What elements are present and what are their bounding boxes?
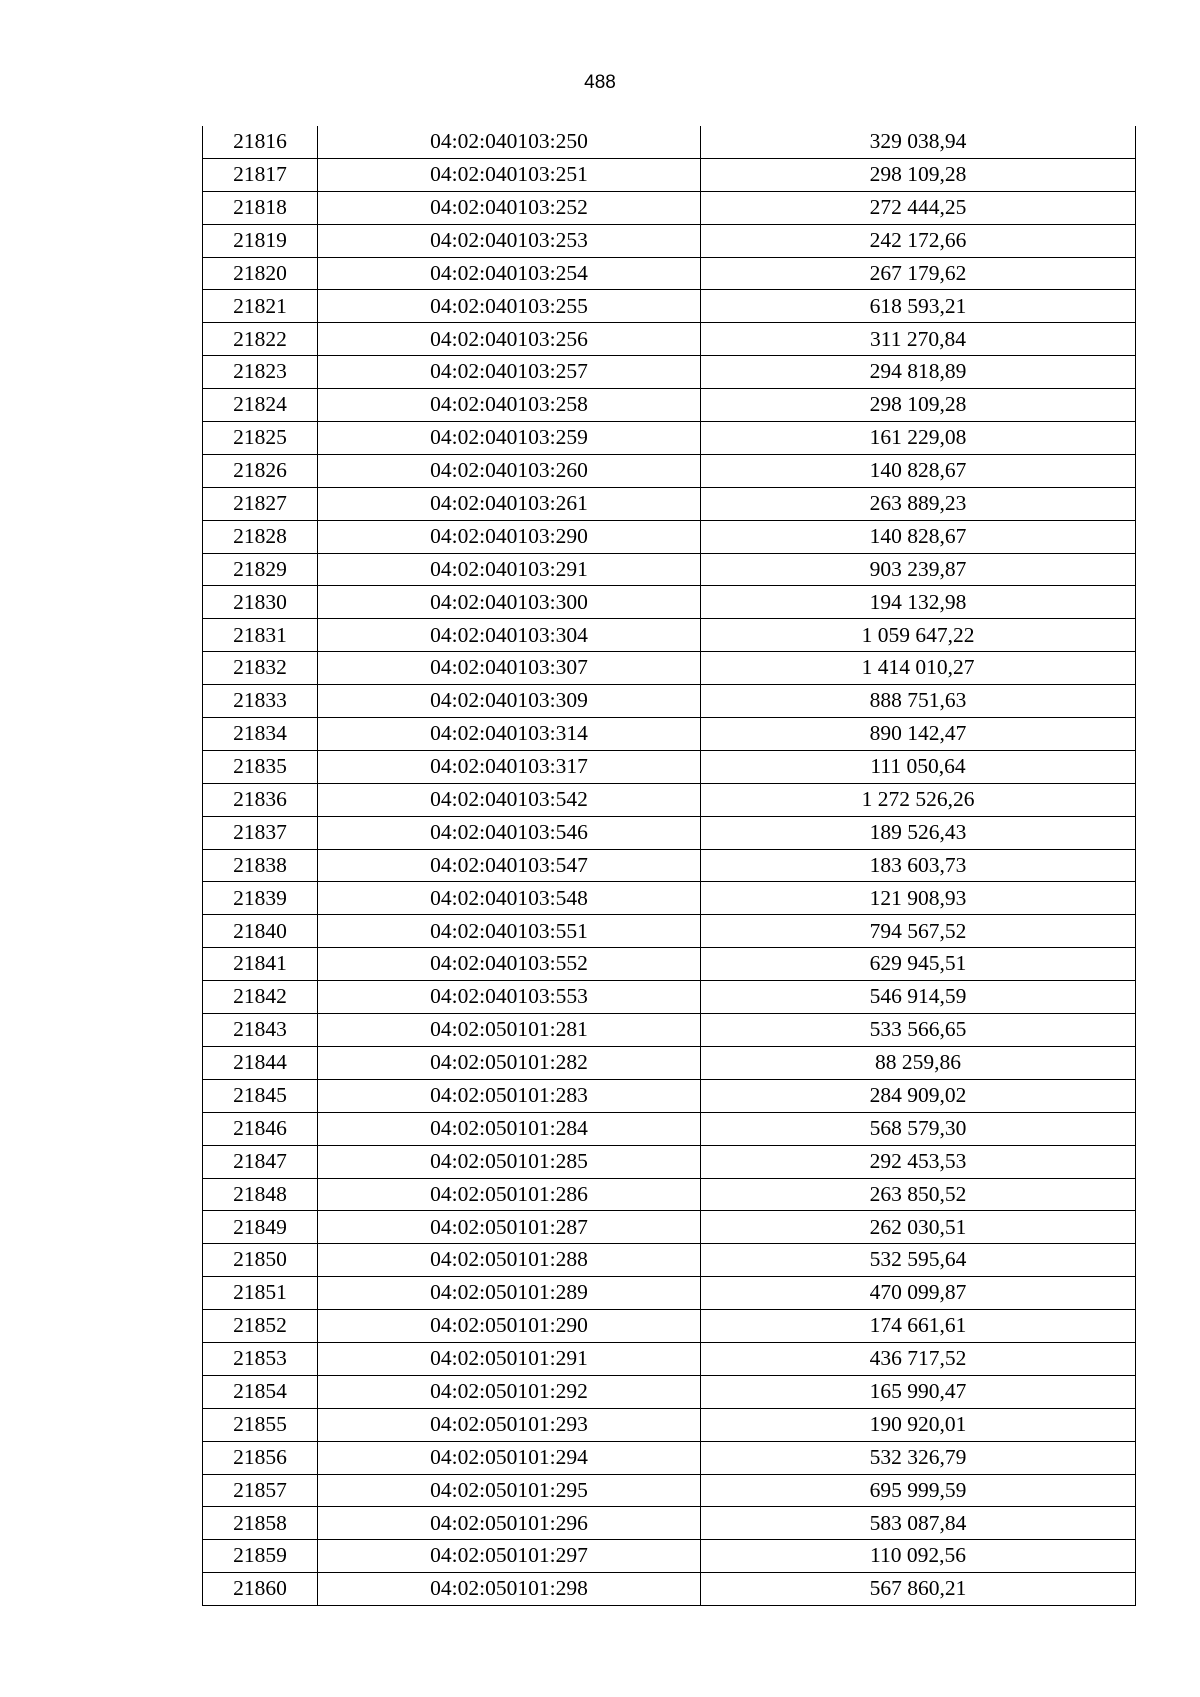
row-number-cell: 21845 xyxy=(203,1079,318,1112)
table-row xyxy=(203,224,1136,257)
cadastral-value-cell: 284 909,02 xyxy=(701,1079,1136,1112)
table-row xyxy=(203,422,1136,455)
cadastral-value-cell: 267 179,62 xyxy=(701,257,1136,290)
cadastral-value-cell: 329 038,94 xyxy=(701,126,1136,158)
row-number-cell: 21851 xyxy=(203,1277,318,1310)
row-number-cell: 21849 xyxy=(203,1211,318,1244)
row-number-cell: 21838 xyxy=(203,849,318,882)
table-row xyxy=(203,1408,1136,1441)
cadastral-number-cell: 04:02:050101:281 xyxy=(318,1014,701,1047)
cadastral-value-cell: 903 239,87 xyxy=(701,553,1136,586)
cadastral-number-cell: 04:02:040103:257 xyxy=(318,356,701,389)
table-row xyxy=(203,487,1136,520)
row-number-cell: 21829 xyxy=(203,553,318,586)
row-number-cell: 21858 xyxy=(203,1507,318,1540)
row-number-cell: 21830 xyxy=(203,586,318,619)
cadastral-value-cell: 470 099,87 xyxy=(701,1277,1136,1310)
table-row xyxy=(203,290,1136,323)
cadastral-number-cell: 04:02:050101:287 xyxy=(318,1211,701,1244)
cadastral-number-cell: 04:02:050101:292 xyxy=(318,1375,701,1408)
table-row xyxy=(203,948,1136,981)
cadastral-number-cell: 04:02:040103:250 xyxy=(318,126,701,158)
table-row xyxy=(203,1014,1136,1047)
cadastral-number-cell: 04:02:040103:542 xyxy=(318,783,701,816)
cadastral-value-cell: 110 092,56 xyxy=(701,1540,1136,1573)
row-number-cell: 21841 xyxy=(203,948,318,981)
table-row xyxy=(203,816,1136,849)
cadastral-value-cell: 242 172,66 xyxy=(701,224,1136,257)
cadastral-number-cell: 04:02:040103:258 xyxy=(318,389,701,422)
row-number-cell: 21857 xyxy=(203,1474,318,1507)
cadastral-number-cell: 04:02:050101:286 xyxy=(318,1178,701,1211)
cadastral-number-cell: 04:02:040103:553 xyxy=(318,981,701,1014)
table-row xyxy=(203,1046,1136,1079)
row-number-cell: 21854 xyxy=(203,1375,318,1408)
cadastral-number-cell: 04:02:040103:546 xyxy=(318,816,701,849)
cadastral-number-cell: 04:02:040103:552 xyxy=(318,948,701,981)
cadastral-value-cell: 567 860,21 xyxy=(701,1573,1136,1606)
table-row xyxy=(203,553,1136,586)
cadastral-value-cell: 533 566,65 xyxy=(701,1014,1136,1047)
table-row xyxy=(203,1474,1136,1507)
cadastral-number-cell: 04:02:040103:547 xyxy=(318,849,701,882)
cadastral-value-cell: 1 272 526,26 xyxy=(701,783,1136,816)
cadastral-number-cell: 04:02:050101:293 xyxy=(318,1408,701,1441)
cadastral-value-cell: 263 850,52 xyxy=(701,1178,1136,1211)
cadastral-number-cell: 04:02:040103:255 xyxy=(318,290,701,323)
cadastral-value-cell: 194 132,98 xyxy=(701,586,1136,619)
table-row xyxy=(203,981,1136,1014)
table-row xyxy=(203,520,1136,553)
table-row xyxy=(203,1342,1136,1375)
table-row xyxy=(203,257,1136,290)
cadastral-number-cell: 04:02:050101:295 xyxy=(318,1474,701,1507)
row-number-cell: 21847 xyxy=(203,1145,318,1178)
row-number-cell: 21818 xyxy=(203,191,318,224)
row-number-cell: 21817 xyxy=(203,158,318,191)
row-number-cell: 21835 xyxy=(203,750,318,783)
cadastral-value-cell: 568 579,30 xyxy=(701,1112,1136,1145)
cadastral-number-cell: 04:02:040103:256 xyxy=(318,323,701,356)
cadastral-value-cell: 165 990,47 xyxy=(701,1375,1136,1408)
cadastral-number-cell: 04:02:040103:307 xyxy=(318,652,701,685)
cadastral-value-cell: 695 999,59 xyxy=(701,1474,1136,1507)
cadastral-number-cell: 04:02:050101:291 xyxy=(318,1342,701,1375)
cadastral-value-cell: 121 908,93 xyxy=(701,882,1136,915)
cadastral-number-cell: 04:02:040103:291 xyxy=(318,553,701,586)
row-number-cell: 21825 xyxy=(203,422,318,455)
cadastral-value-cell: 262 030,51 xyxy=(701,1211,1136,1244)
row-number-cell: 21837 xyxy=(203,816,318,849)
table-row xyxy=(203,1310,1136,1343)
cadastral-value-cell: 294 818,89 xyxy=(701,356,1136,389)
row-number-cell: 21826 xyxy=(203,454,318,487)
row-number-cell: 21819 xyxy=(203,224,318,257)
table-row xyxy=(203,1277,1136,1310)
cadastral-value-cell: 583 087,84 xyxy=(701,1507,1136,1540)
cadastral-number-cell: 04:02:040103:548 xyxy=(318,882,701,915)
table-row xyxy=(203,1244,1136,1277)
cadastral-number-cell: 04:02:050101:289 xyxy=(318,1277,701,1310)
row-number-cell: 21856 xyxy=(203,1441,318,1474)
table-row xyxy=(203,323,1136,356)
cadastral-value-cell: 111 050,64 xyxy=(701,750,1136,783)
row-number-cell: 21821 xyxy=(203,290,318,323)
cadastral-value-cell: 298 109,28 xyxy=(701,389,1136,422)
row-number-cell: 21824 xyxy=(203,389,318,422)
cadastral-value-cell: 618 593,21 xyxy=(701,290,1136,323)
row-number-cell: 21831 xyxy=(203,619,318,652)
row-number-cell: 21859 xyxy=(203,1540,318,1573)
table-body xyxy=(203,126,1136,1606)
row-number-cell: 21850 xyxy=(203,1244,318,1277)
cadastral-value-cell: 436 717,52 xyxy=(701,1342,1136,1375)
cadastral-number-cell: 04:02:050101:283 xyxy=(318,1079,701,1112)
cadastral-value-cell: 189 526,43 xyxy=(701,816,1136,849)
cadastral-value-cell: 532 595,64 xyxy=(701,1244,1136,1277)
row-number-cell: 21832 xyxy=(203,652,318,685)
cadastral-value-cell: 794 567,52 xyxy=(701,915,1136,948)
cadastral-number-cell: 04:02:040103:259 xyxy=(318,422,701,455)
page-number: 488 xyxy=(584,72,616,93)
cadastral-number-cell: 04:02:040103:261 xyxy=(318,487,701,520)
cadastral-value-cell: 629 945,51 xyxy=(701,948,1136,981)
cadastral-number-cell: 04:02:040103:252 xyxy=(318,191,701,224)
table-row xyxy=(203,356,1136,389)
cadastral-value-cell: 311 270,84 xyxy=(701,323,1136,356)
table-row xyxy=(203,158,1136,191)
row-number-cell: 21840 xyxy=(203,915,318,948)
cadastral-value-cell: 272 444,25 xyxy=(701,191,1136,224)
cadastral-number-cell: 04:02:040103:317 xyxy=(318,750,701,783)
cadastral-number-cell: 04:02:050101:288 xyxy=(318,1244,701,1277)
row-number-cell: 21839 xyxy=(203,882,318,915)
cadastral-value-cell: 183 603,73 xyxy=(701,849,1136,882)
cadastral-number-cell: 04:02:040103:254 xyxy=(318,257,701,290)
table-row xyxy=(203,685,1136,718)
table-row xyxy=(203,586,1136,619)
cadastral-value-cell: 1 414 010,27 xyxy=(701,652,1136,685)
cadastral-value-cell: 890 142,47 xyxy=(701,718,1136,751)
table-row xyxy=(203,1573,1136,1606)
row-number-cell: 21855 xyxy=(203,1408,318,1441)
table-row xyxy=(203,882,1136,915)
cadastral-value-cell: 140 828,67 xyxy=(701,454,1136,487)
cadastral-value-cell: 1 059 647,22 xyxy=(701,619,1136,652)
table-row xyxy=(203,783,1136,816)
table-row xyxy=(203,1112,1136,1145)
cadastral-value-cell: 140 828,67 xyxy=(701,520,1136,553)
table-row xyxy=(203,1145,1136,1178)
cadastral-number-cell: 04:02:050101:294 xyxy=(318,1441,701,1474)
row-number-cell: 21822 xyxy=(203,323,318,356)
row-number-cell: 21846 xyxy=(203,1112,318,1145)
table-row xyxy=(203,619,1136,652)
cadastral-number-cell: 04:02:040103:300 xyxy=(318,586,701,619)
row-number-cell: 21834 xyxy=(203,718,318,751)
table-row xyxy=(203,454,1136,487)
table-row xyxy=(203,1507,1136,1540)
cadastral-number-cell: 04:02:040103:309 xyxy=(318,685,701,718)
row-number-cell: 21836 xyxy=(203,783,318,816)
cadastral-number-cell: 04:02:040103:290 xyxy=(318,520,701,553)
cadastral-number-cell: 04:02:050101:297 xyxy=(318,1540,701,1573)
table-row xyxy=(203,1540,1136,1573)
cadastral-value-cell: 263 889,23 xyxy=(701,487,1136,520)
cadastral-value-cell: 888 751,63 xyxy=(701,685,1136,718)
table-row xyxy=(203,718,1136,751)
cadastral-number-cell: 04:02:050101:296 xyxy=(318,1507,701,1540)
cadastral-value-cell: 546 914,59 xyxy=(701,981,1136,1014)
cadastral-value-cell: 532 326,79 xyxy=(701,1441,1136,1474)
cadastral-number-cell: 04:02:040103:253 xyxy=(318,224,701,257)
table-row xyxy=(203,126,1136,158)
cadastral-number-cell: 04:02:050101:282 xyxy=(318,1046,701,1079)
row-number-cell: 21852 xyxy=(203,1310,318,1343)
row-number-cell: 21820 xyxy=(203,257,318,290)
table-row xyxy=(203,191,1136,224)
cadastral-number-cell: 04:02:040103:314 xyxy=(318,718,701,751)
cadastral-number-cell: 04:02:050101:290 xyxy=(318,1310,701,1343)
table-row xyxy=(203,915,1136,948)
cadastral-value-cell: 88 259,86 xyxy=(701,1046,1136,1079)
row-number-cell: 21843 xyxy=(203,1014,318,1047)
row-number-cell: 21828 xyxy=(203,520,318,553)
row-number-cell: 21816 xyxy=(203,126,318,158)
row-number-cell: 21844 xyxy=(203,1046,318,1079)
row-number-cell: 21833 xyxy=(203,685,318,718)
row-number-cell: 21823 xyxy=(203,356,318,389)
table-row xyxy=(203,849,1136,882)
cadastral-number-cell: 04:02:050101:285 xyxy=(318,1145,701,1178)
table-row xyxy=(203,1079,1136,1112)
cadastral-value-cell: 174 661,61 xyxy=(701,1310,1136,1343)
cadastral-value-cell: 161 229,08 xyxy=(701,422,1136,455)
table-row xyxy=(203,389,1136,422)
cadastral-number-cell: 04:02:050101:284 xyxy=(318,1112,701,1145)
table-row xyxy=(203,652,1136,685)
cadastral-number-cell: 04:02:050101:298 xyxy=(318,1573,701,1606)
table-row xyxy=(203,1211,1136,1244)
row-number-cell: 21860 xyxy=(203,1573,318,1606)
cadastral-number-cell: 04:02:040103:551 xyxy=(318,915,701,948)
cadastral-value-cell: 298 109,28 xyxy=(701,158,1136,191)
table-row xyxy=(203,1441,1136,1474)
cadastral-number-cell: 04:02:040103:260 xyxy=(318,454,701,487)
table-row xyxy=(203,1178,1136,1211)
cadastral-value-cell: 292 453,53 xyxy=(701,1145,1136,1178)
cadastral-number-cell: 04:02:040103:304 xyxy=(318,619,701,652)
table-row xyxy=(203,1375,1136,1408)
cadastral-value-table xyxy=(202,126,1136,1606)
row-number-cell: 21842 xyxy=(203,981,318,1014)
row-number-cell: 21848 xyxy=(203,1178,318,1211)
cadastral-value-cell: 190 920,01 xyxy=(701,1408,1136,1441)
row-number-cell: 21853 xyxy=(203,1342,318,1375)
table-row xyxy=(203,750,1136,783)
cadastral-number-cell: 04:02:040103:251 xyxy=(318,158,701,191)
row-number-cell: 21827 xyxy=(203,487,318,520)
